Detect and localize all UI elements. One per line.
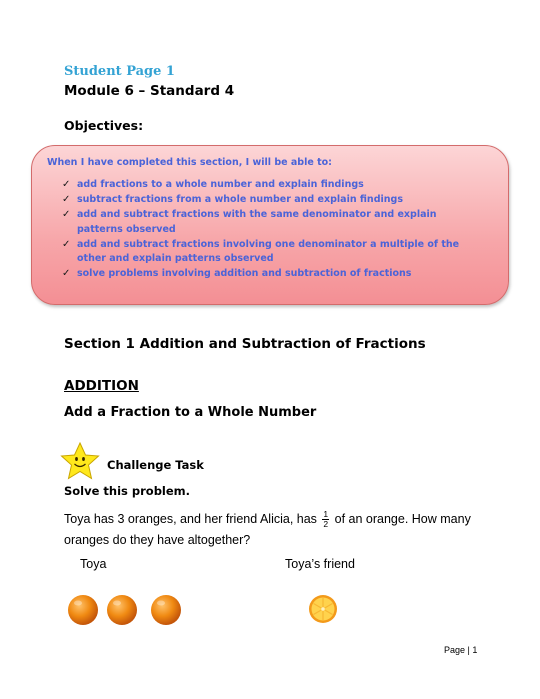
checkmark-icon: ✓ [62,179,71,190]
checkmark-icon: ✓ [62,268,71,279]
objectives-list [62,178,482,282]
objective-item: ✓ add and subtract fractions involving one denominator a multiple of the other and explain patterns observed [62,238,460,264]
objective-item: ✓ subtract fractions from a whole number and explain findings [62,193,482,208]
orange-icon [66,593,100,627]
module-title: Module 6 – Standard 4 [64,83,235,99]
section-title: Section 1 Addition and Subtraction of Fractions [64,336,426,352]
orange-icon [149,593,183,627]
objective-item: ✓ solve problems involving addition and subtraction of fractions [62,267,482,282]
objectives-intro: When I have completed this section, I will be able to: [47,157,332,168]
smiling-star-icon [60,442,100,480]
solve-instruction: Solve this problem. [64,484,191,498]
addition-heading: ADDITION [64,378,139,394]
toya-label: Toya [80,557,107,571]
objectives-heading: Objectives: [64,118,144,133]
checkmark-icon: ✓ [62,194,71,205]
orange-icon [105,593,139,627]
half-orange-icon [306,592,340,626]
fraction-one-half: $\frac{1}{2}$ [323,509,329,530]
checkmark-icon: ✓ [62,238,71,250]
challenge-task-label: Challenge Task [107,458,204,472]
student-page-label: Student Page 1 [64,64,175,79]
page-number: Page | 1 [444,645,478,655]
objective-item: ✓ add fractions to a whole number and explain findings [62,178,482,193]
friend-label: Toya’s friend [285,557,355,571]
objective-item: ✓ add and subtract fractions with the same denominator and explain patterns observed [62,209,437,235]
checkmark-icon: ✓ [62,209,71,220]
word-problem: Toya has 3 oranges, and her friend Alicia, has $\frac{1}{2}$ of an orange. How many oranges do they have altogether? [64,509,471,547]
subsection-title: Add a Fraction to a Whole Number [64,405,317,420]
